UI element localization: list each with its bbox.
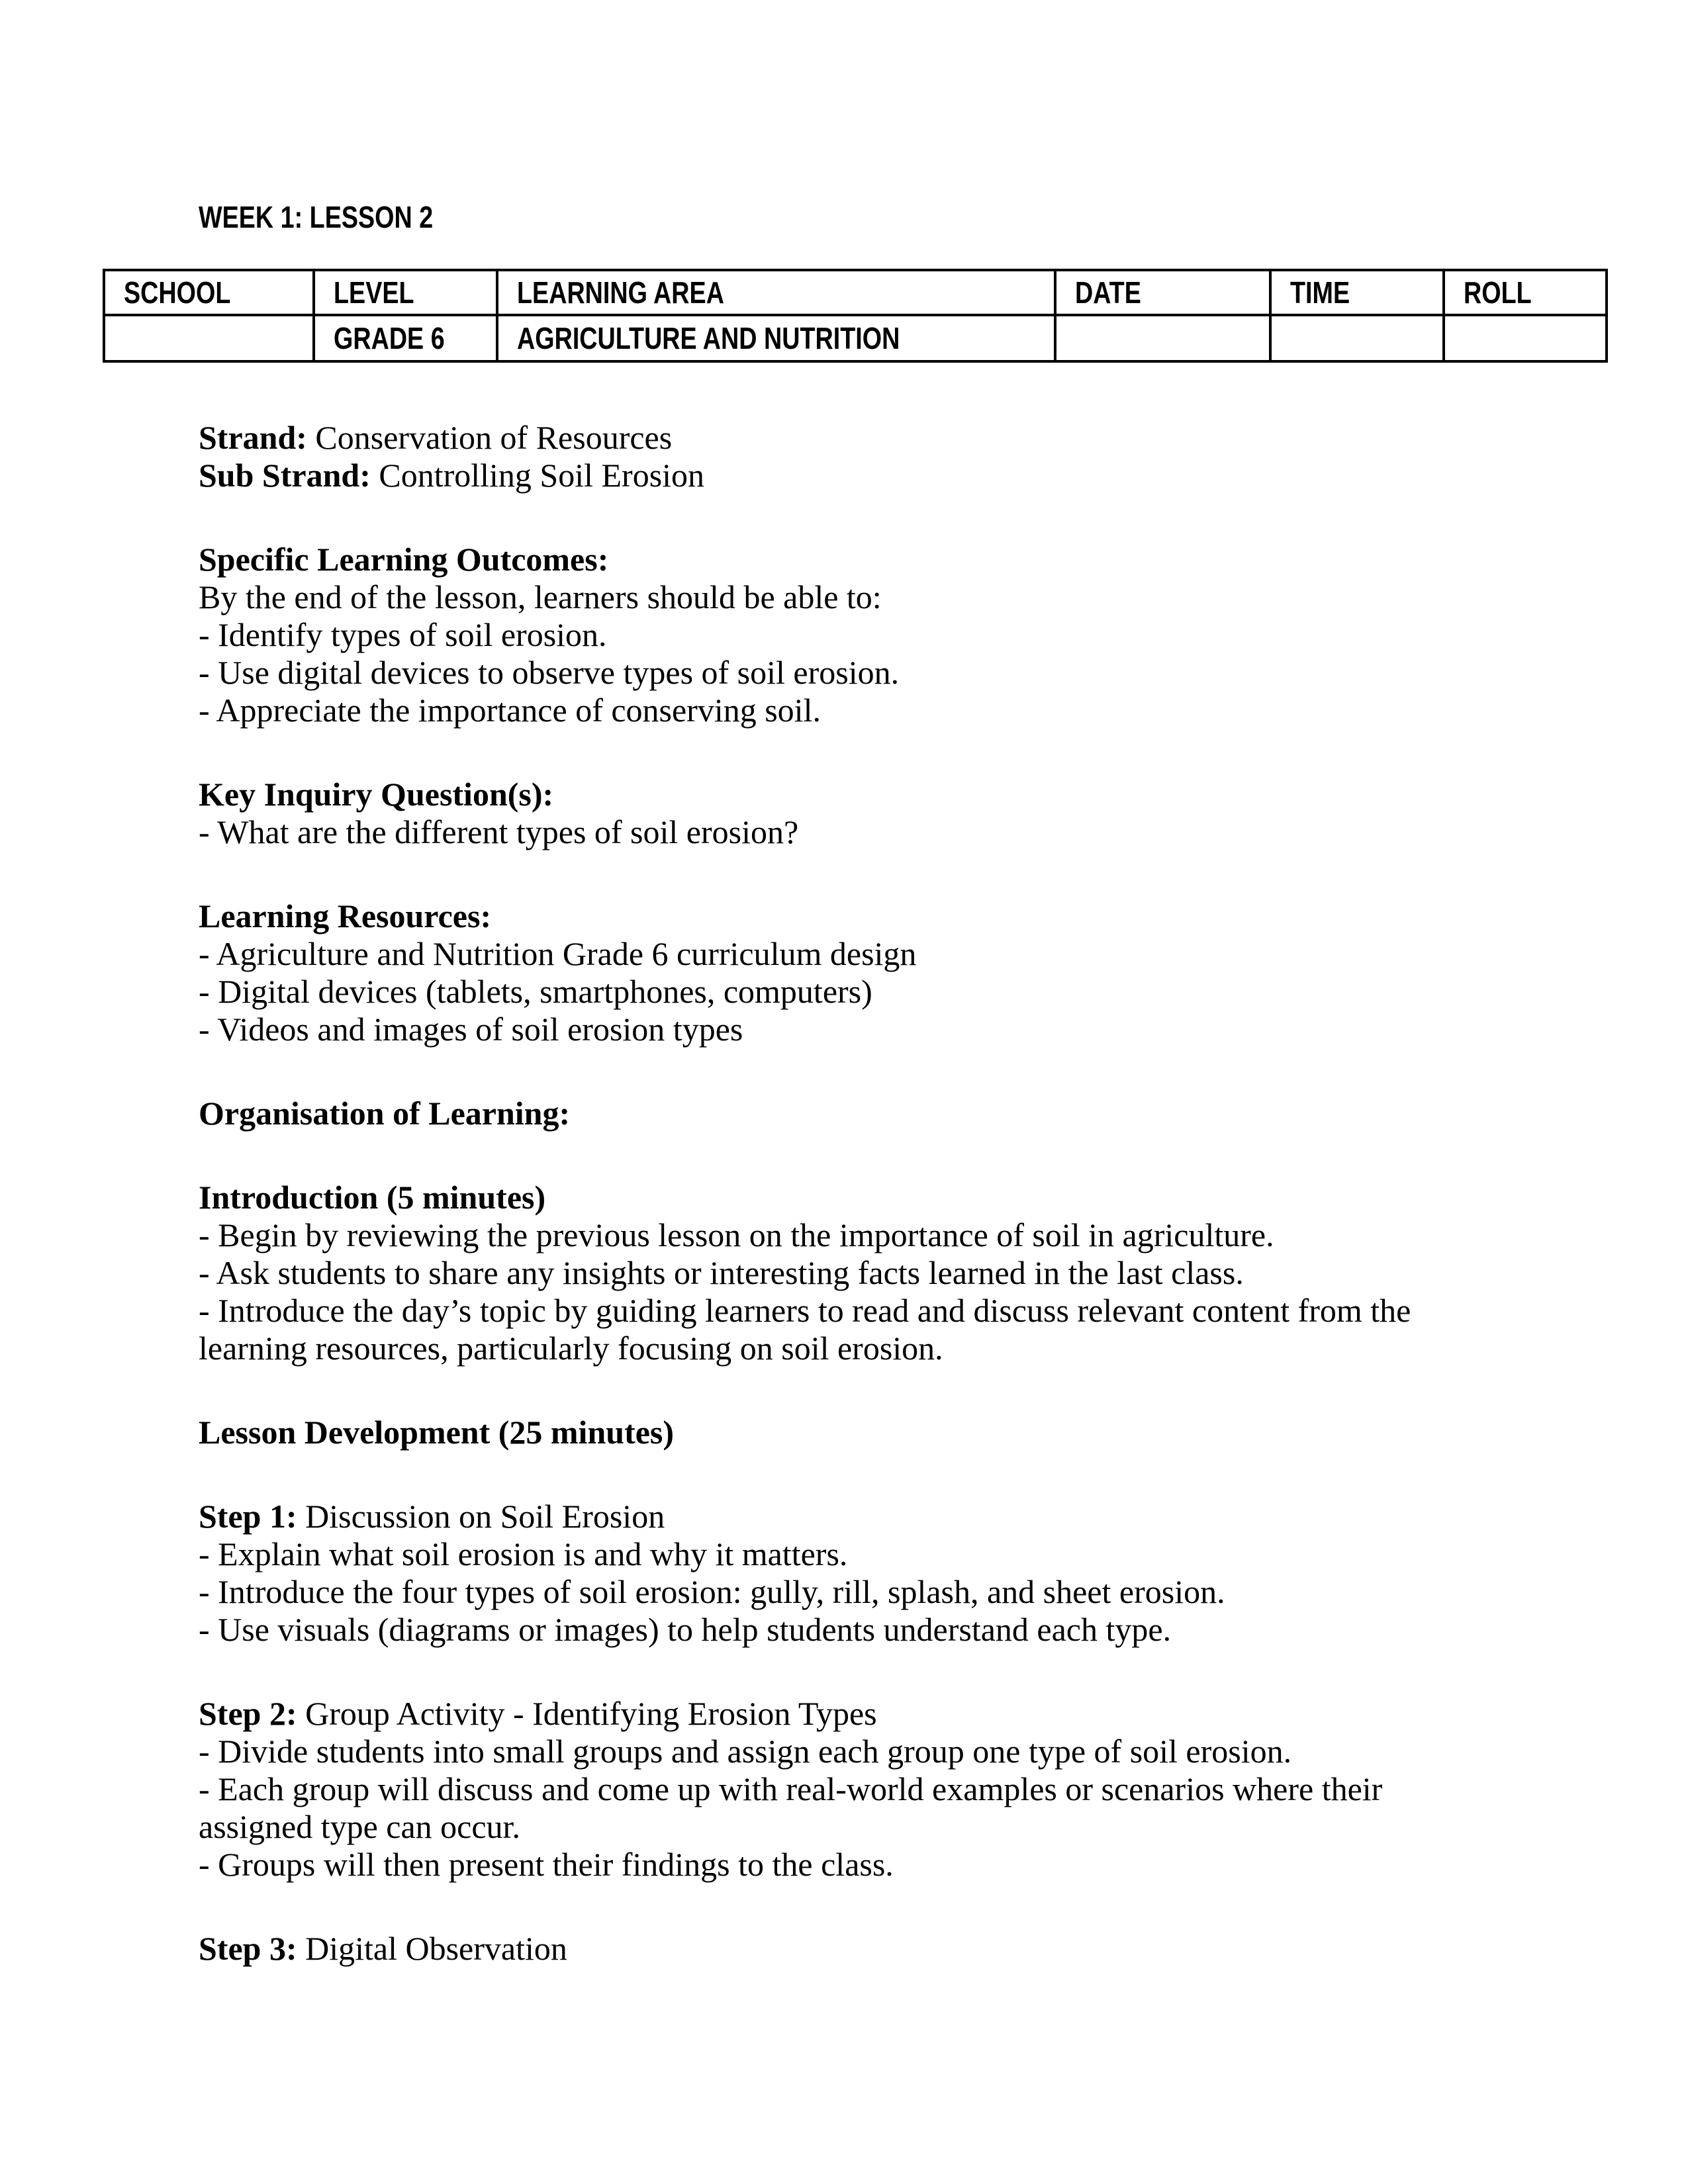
paragraph-text: - Introduce the day’s topic by guiding learners to read and discuss relevant content from the learning resources, particularly focusing on soil erosion. xyxy=(199,1292,1411,1367)
paragraph xyxy=(199,813,1489,851)
table-header-school xyxy=(104,270,314,315)
bold-label: Sub Strand: xyxy=(199,457,371,494)
blank-line xyxy=(199,494,1489,541)
table-cell-empty xyxy=(1055,315,1270,361)
paragraph-text: Digital Observation xyxy=(297,1930,567,1967)
blank-line xyxy=(199,1048,1489,1095)
paragraph-text: Discussion on Soil Erosion xyxy=(297,1498,665,1535)
paragraph-text: - Videos and images of soil erosion types xyxy=(199,1011,743,1048)
paragraph-text: - Begin by reviewing the previous lesson on the importance of soil in agriculture. xyxy=(199,1216,1274,1253)
table-header-learning-area xyxy=(497,270,1055,315)
paragraph-text: - Digital devices (tablets, smartphones, computers) xyxy=(199,973,872,1010)
paragraph xyxy=(199,1770,1489,1846)
bold-label: Step 3: xyxy=(199,1930,297,1967)
page-title xyxy=(199,199,1489,236)
section-heading-text: Key Inquiry Question(s): xyxy=(199,776,554,813)
paragraph xyxy=(199,1695,1489,1733)
paragraph xyxy=(199,419,1489,457)
table-header-text: LEVEL xyxy=(334,275,414,310)
paragraph xyxy=(199,1930,1489,1968)
paragraph xyxy=(199,935,1489,973)
paragraph-text: - Agriculture and Nutrition Grade 6 curriculum design xyxy=(199,935,917,972)
paragraph xyxy=(199,1216,1489,1254)
section-heading xyxy=(199,776,1489,813)
blank-line xyxy=(199,1132,1489,1179)
document-body xyxy=(199,419,1489,1968)
paragraph-text: - Explain what soil erosion is and why it matters. xyxy=(199,1535,848,1572)
section-heading-text: Lesson Development (25 minutes) xyxy=(199,1414,675,1451)
page-title-text: WEEK 1: LESSON 2 xyxy=(199,200,434,234)
info-table xyxy=(103,269,1608,363)
table-header-text: DATE xyxy=(1075,275,1141,310)
section-heading-text: Introduction (5 minutes) xyxy=(199,1179,546,1216)
info-table-body xyxy=(104,315,1607,361)
paragraph xyxy=(199,654,1489,692)
paragraph xyxy=(199,692,1489,729)
table-cell-empty xyxy=(104,315,314,361)
paragraph-text: - Groups will then present their findings to the class. xyxy=(199,1846,894,1883)
table-header-text: TIME xyxy=(1290,275,1350,310)
paragraph xyxy=(199,1254,1489,1292)
table-cell-agriculture-and-nutrition xyxy=(497,315,1055,361)
info-table-head xyxy=(104,270,1607,315)
paragraph xyxy=(199,1011,1489,1048)
paragraph-text: Conservation of Resources xyxy=(306,419,673,456)
table-header-roll xyxy=(1444,270,1607,315)
section-heading-text: Specific Learning Outcomes: xyxy=(199,541,609,578)
paragraph-text: - What are the different types of soil erosion? xyxy=(199,813,799,850)
blank-line xyxy=(199,851,1489,897)
paragraph-text: Controlling Soil Erosion xyxy=(370,457,705,494)
section-heading xyxy=(199,897,1489,935)
paragraph-text: - Use visuals (diagrams or images) to help students understand each type. xyxy=(199,1611,1172,1648)
blank-line xyxy=(199,1649,1489,1695)
table-cell-text: AGRICULTURE AND NUTRITION xyxy=(517,321,900,355)
paragraph-text: - Identify types of soil erosion. xyxy=(199,616,607,653)
bold-label: Step 2: xyxy=(199,1695,297,1732)
table-header-text: LEARNING AREA xyxy=(517,275,724,310)
paragraph xyxy=(199,1733,1489,1770)
paragraph xyxy=(199,1573,1489,1611)
paragraph xyxy=(199,1292,1489,1367)
section-heading-text: Organisation of Learning: xyxy=(199,1095,571,1132)
table-header-text: ROLL xyxy=(1464,275,1532,310)
blank-line xyxy=(199,1367,1489,1414)
table-header-date xyxy=(1055,270,1270,315)
bold-label: Strand: xyxy=(199,419,307,456)
paragraph-text: - Introduce the four types of soil erosion: gully, rill, splash, and sheet erosion. xyxy=(199,1573,1225,1610)
paragraph-text: By the end of the lesson, learners should be able to: xyxy=(199,578,882,615)
table-row xyxy=(104,315,1607,361)
paragraph xyxy=(199,616,1489,654)
bold-label: Step 1: xyxy=(199,1498,297,1535)
section-heading xyxy=(199,1179,1489,1216)
paragraph xyxy=(199,578,1489,616)
paragraph-text: - Divide students into small groups and assign each group one type of soil erosion. xyxy=(199,1733,1292,1770)
blank-line xyxy=(199,1884,1489,1930)
section-heading xyxy=(199,1414,1489,1451)
paragraph xyxy=(199,457,1489,494)
blank-line xyxy=(199,1451,1489,1498)
section-heading-text: Learning Resources: xyxy=(199,897,492,934)
paragraph xyxy=(199,1498,1489,1535)
paragraph-text: - Use digital devices to observe types of soil erosion. xyxy=(199,654,900,691)
table-header-time xyxy=(1270,270,1444,315)
paragraph xyxy=(199,1535,1489,1573)
paragraph-text: - Each group will discuss and come up with real-world examples or scenarios where their assigned type can occur. xyxy=(199,1770,1383,1845)
paragraph xyxy=(199,973,1489,1011)
section-heading xyxy=(199,541,1489,578)
paragraph-text: - Ask students to share any insights or interesting facts learned in the last class. xyxy=(199,1254,1244,1291)
paragraph xyxy=(199,1611,1489,1649)
blank-line xyxy=(199,729,1489,776)
header-row xyxy=(104,270,1607,315)
table-header-level xyxy=(314,270,497,315)
table-cell-text: GRADE 6 xyxy=(334,321,445,355)
table-header-text: SCHOOL xyxy=(124,275,231,310)
table-cell-empty xyxy=(1270,315,1444,361)
paragraph-text: Group Activity - Identifying Erosion Types xyxy=(297,1695,877,1732)
paragraph xyxy=(199,1846,1489,1884)
table-cell-grade-6 xyxy=(314,315,497,361)
section-heading xyxy=(199,1095,1489,1132)
paragraph-text: - Appreciate the importance of conserving soil. xyxy=(199,692,821,729)
table-cell-empty xyxy=(1444,315,1607,361)
